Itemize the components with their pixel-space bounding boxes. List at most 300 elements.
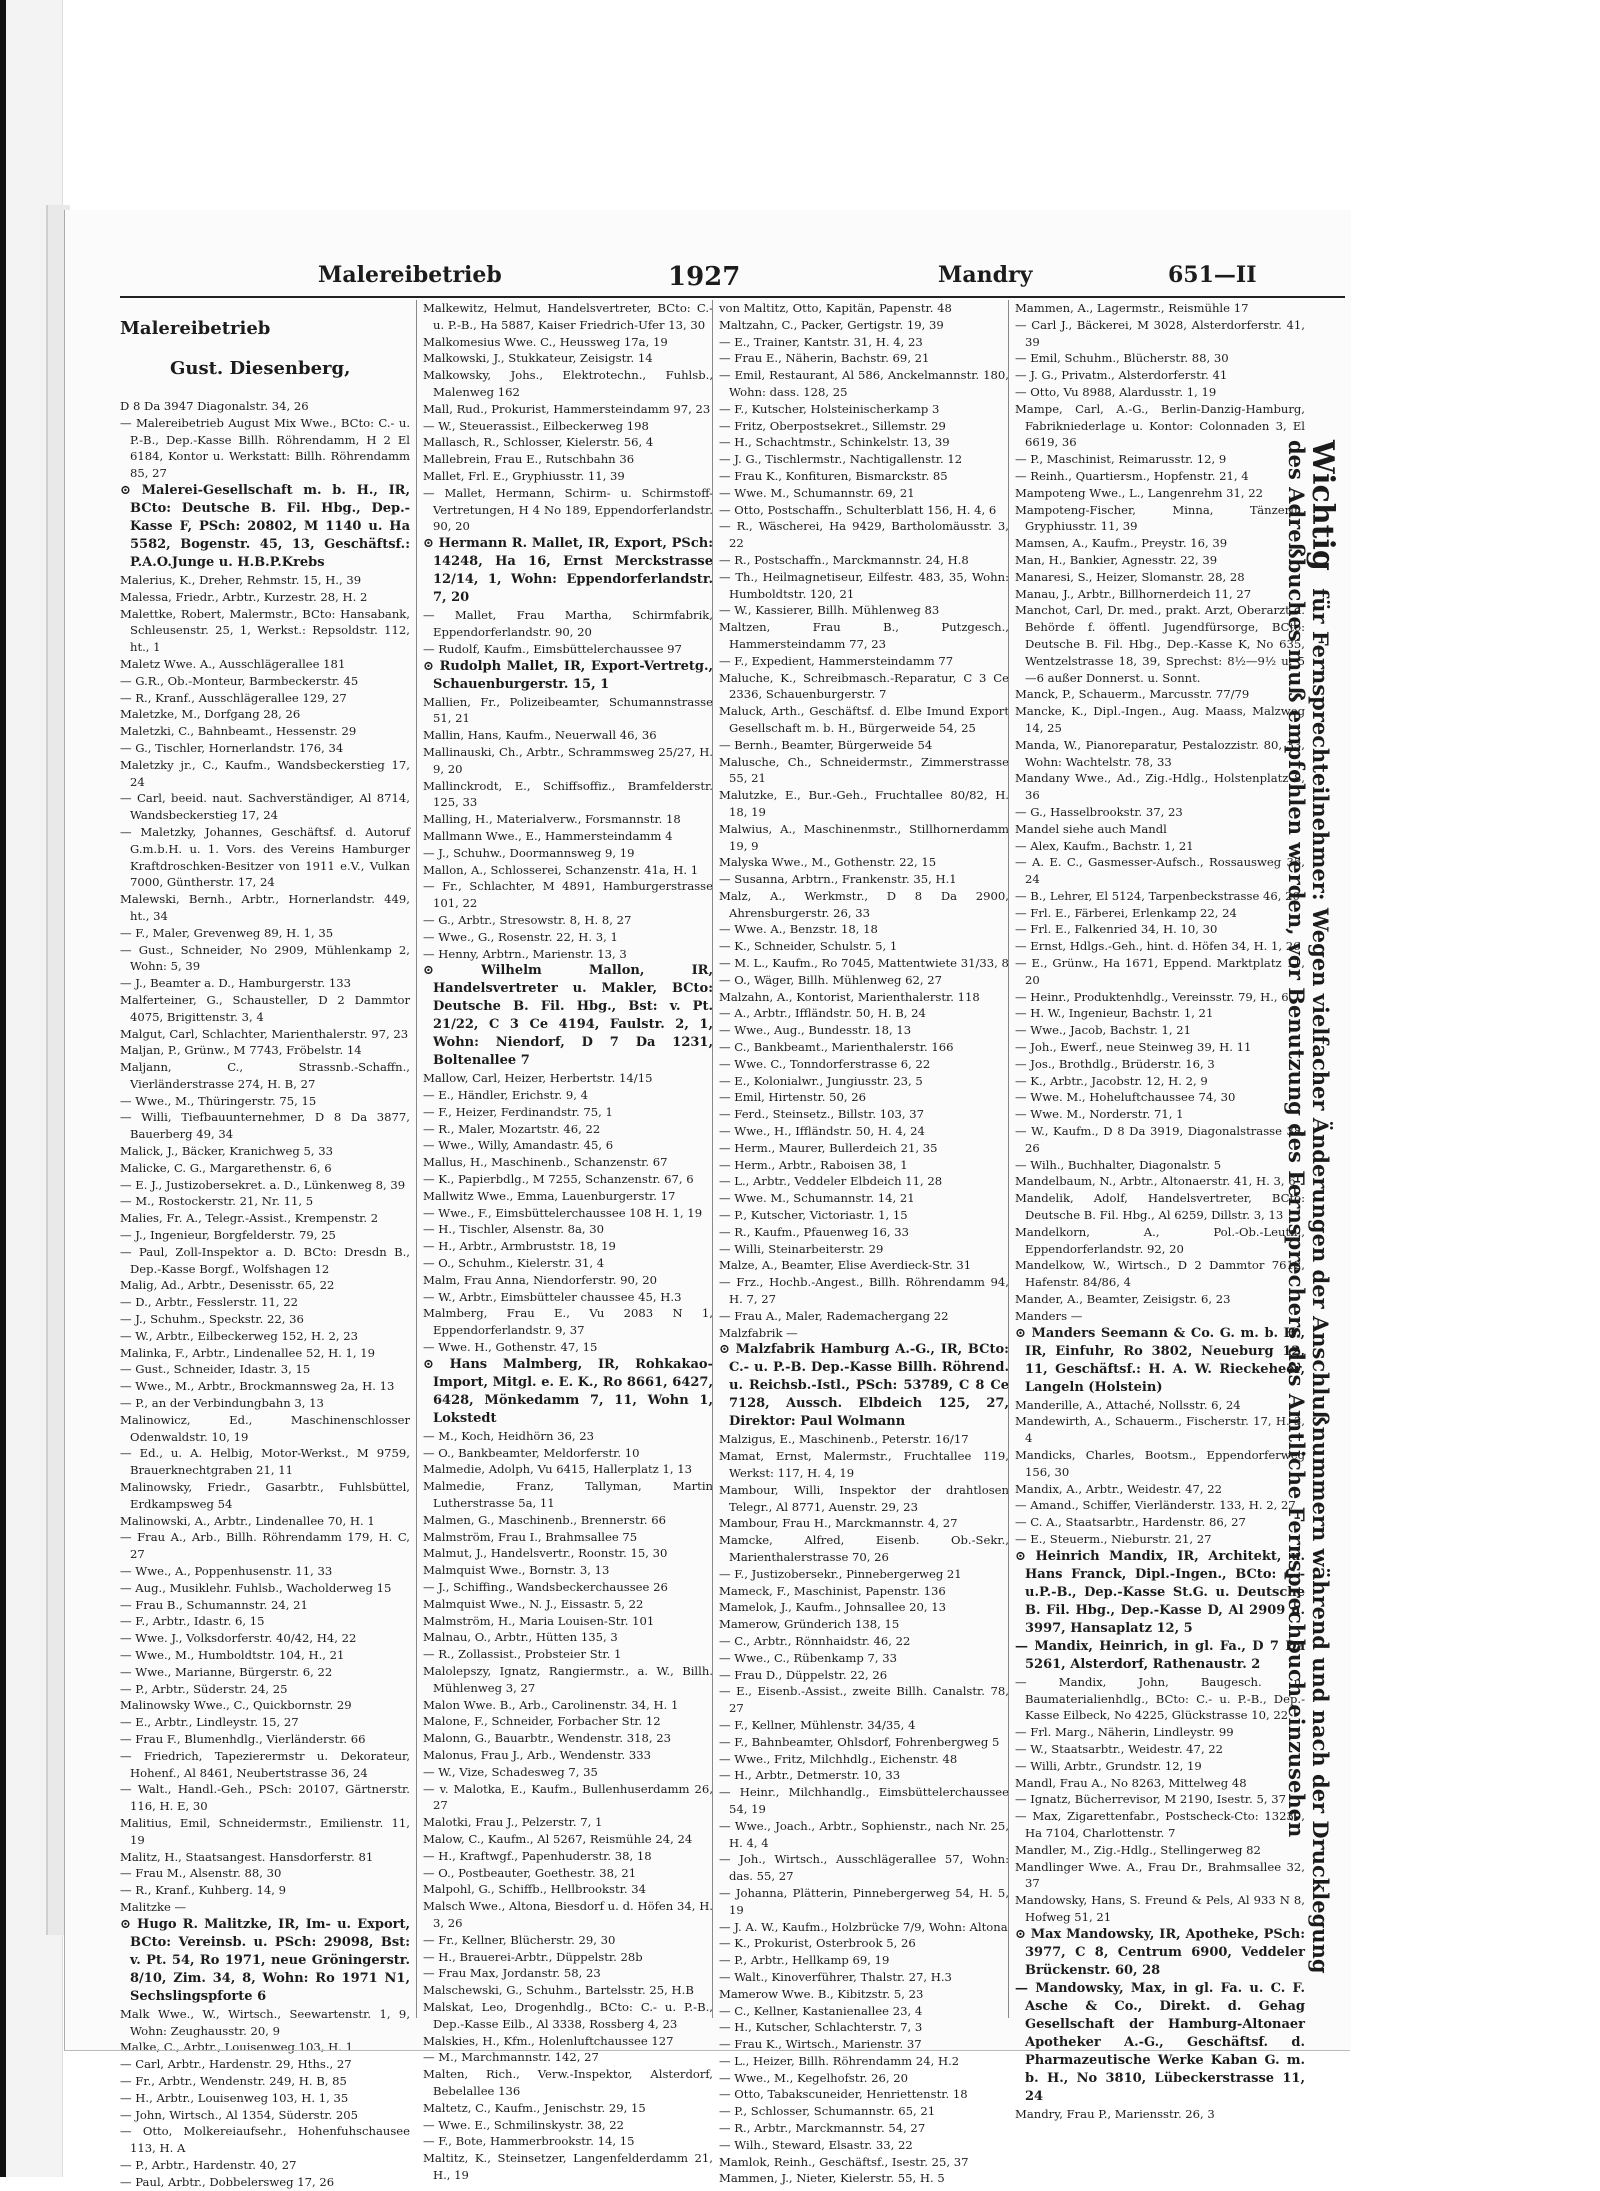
- directory-entry: — Willi, Tiefbauunternehmer, D 8 Da 3877, Bauerberg 49, 34: [120, 1110, 410, 1142]
- directory-entry: — Fr., Kellner, Blücherstr. 29, 30: [423, 1932, 616, 1947]
- directory-entry: Gust. Diesenberg,: [170, 358, 351, 379]
- directory-entry: — Wwe., M., Arbtr., Brockmannsweg 2a, H. 13: [120, 1379, 395, 1394]
- directory-entry: — Johanna, Plätterin, Pinnebergerweg 54, H. 5, 19: [719, 1885, 1009, 1917]
- directory-entry: — P., Arbtr., Hardenstr. 40, 27: [120, 2157, 297, 2172]
- directory-entry: — Fr., Arbtr., Wendenstr. 249, H. B, 85: [120, 2073, 347, 2088]
- directory-entry: — M., Rostockerstr. 21, Nr. 11, 5: [120, 1194, 314, 1209]
- directory-entry: Maltitz, K., Steinsetzer, Langenfelderdamm 21, H., 19: [423, 2151, 713, 2182]
- directory-entry: — D., Arbtr., Fesslerstr. 11, 22: [120, 1295, 298, 1310]
- directory-entry: Mamlok, Reinh., Geschäftsf., Isestr. 25, 37: [719, 2154, 969, 2169]
- directory-entry: — Walt., Kinoverführer, Thalstr. 27, H.3: [719, 1969, 952, 1984]
- directory-entry: — Willi, Arbtr., Grundstr. 12, 19: [1015, 1758, 1202, 1773]
- directory-entry: Mallinauski, Ch., Arbtr., Schrammsweg 25/27, H. 9, 20: [423, 744, 713, 776]
- directory-entry: — A. E. C., Gasmesser-Aufsch., Rossausweg 35, 24: [1015, 855, 1305, 887]
- directory-entry: Maltetz, C., Kaufm., Jenischstr. 29, 15: [423, 2100, 646, 2115]
- directory-entry: — C. A., Staatsarbtr., Hardenstr. 86, 27: [1015, 1515, 1246, 1530]
- directory-entry: Mambour, Frau H., Marckmannstr. 4, 27: [719, 1516, 958, 1531]
- page-bottom-edge: [64, 2050, 1350, 2051]
- directory-entry: — Paul, Zoll-Inspektor a. D. BCto: Dresdn B., Dep.-Kasse Borgf., Wolfshagen 12: [120, 1244, 410, 1276]
- directory-entry: — Fr., Schlachter, M 4891, Hamburgerstrasse 101, 22: [423, 879, 713, 911]
- directory-entry: — P., an der Verbindungbahn 3, 13: [120, 1396, 324, 1411]
- column-3: [712, 300, 1009, 2186]
- directory-entry: — Frau K., Wirtsch., Marienstr. 37: [719, 2037, 922, 2052]
- directory-entry: ⊙ Max Mandowsky, IR, Apotheke, PSch: 3977, C 8, Centrum 6900, Veddeler Brückenstr. 60, 28: [1015, 1926, 1305, 1978]
- directory-entry: Mandowsky, Hans, S. Freund & Pels, Al 933 N 8, Hofweg 51, 21: [1015, 1893, 1305, 1924]
- directory-entry: Malkomesius Wwe. C., Heussweg 17a, 19: [423, 334, 668, 349]
- directory-entry: — B., Lehrer, El 5124, Tarpenbeckstrasse 46, 20: [1015, 888, 1300, 903]
- directory-entry: — Frau M., Alsenstr. 88, 30: [120, 1866, 282, 1881]
- directory-entry: Malschewski, G., Schuhm., Bartelsstr. 25, H.B: [423, 1983, 694, 1998]
- directory-entry: — Reinh., Quartiersm., Hopfenstr. 21, 4: [1015, 468, 1249, 483]
- directory-entry: — Mandix, John, Baugesch. u. Baumaterialienhdlg., BCto: C.- u. P.-B., Dep.-Kasse Eilbeck, No 4225, Glückstrasse 10, 22: [1015, 1674, 1305, 1723]
- directory-entry: — G., Tischler, Hornerlandstr. 176, 34: [120, 740, 344, 755]
- directory-entry: — J. G., Privatm., Alsterdorferstr. 41: [1015, 368, 1228, 383]
- directory-entry: — Ignatz, Bücherrevisor, M 2190, Isestr. 5, 37: [1015, 1792, 1286, 1807]
- directory-entry: Malmut, J., Handelsvertr., Roonstr. 15, 30: [423, 1546, 668, 1561]
- directory-entry: — Emil, Hirtenstr. 50, 26: [719, 1090, 866, 1105]
- directory-entry: — Wwe. C., Tonndorferstrasse 6, 22: [719, 1056, 931, 1071]
- directory-entry: — Frau D., Düppelstr. 22, 26: [719, 1667, 888, 1682]
- directory-entry: — W., Vize, Schadesweg 7, 35: [423, 1764, 598, 1779]
- directory-entry: Malmquist Wwe., Bornstr. 3, 13: [423, 1563, 610, 1578]
- directory-entry: — R., Kranf., Kuhberg. 14, 9: [120, 1883, 287, 1898]
- directory-entry: — H., Tischler, Alsenstr. 8a, 30: [423, 1222, 605, 1237]
- directory-entry: — Max, Zigarettenfabr., Postscheck-Cto: 13239, Ha 7104, Charlottenstr. 7: [1015, 1809, 1305, 1840]
- directory-entry: — Otto, Molkereiaufsehr., Hohenfuhschausee 113, H. A: [120, 2124, 410, 2156]
- directory-entry: — R., Postschaffn., Marckmannstr. 24, H.8: [719, 552, 969, 567]
- directory-entry: Manchot, Carl, Dr. med., prakt. Arzt, Oberarzt d. Behörde f. öffentl. Jugendfürsorge, BCto: Deutsche B. Fil. Hbg., Dep.-Kasse K, No 635, Wentzelstrasse 18, 39, Sprechst: 8½—9½ u. 5—6 außer Donnerst. u. Sonnt.: [1015, 603, 1305, 685]
- directory-entry: — Heinr., Produktenhdlg., Vereinsstr. 79, H., 6: [1015, 989, 1289, 1004]
- directory-entry: Maletzke, M., Dorfgang 28, 26: [120, 707, 301, 722]
- directory-entry: Malotki, Frau J., Pelzerstr. 7, 1: [423, 1815, 603, 1830]
- directory-entry: Malow, C., Kaufm., Al 5267, Reismühle 24, 24: [423, 1831, 693, 1846]
- directory-entry: Malzigus, E., Maschinenb., Peterstr. 16/17: [719, 1432, 969, 1447]
- directory-entry: Malk Wwe., W., Wirtsch., Seewartenstr. 1, 9, Wohn: Zeughausstr. 20, 9: [120, 2006, 410, 2038]
- directory-entry: — Friedrich, Tapezierermstr u. Dekorateur, Hohenf., Al 8461, Neubertstrasse 36, 24: [120, 1748, 410, 1780]
- directory-entry: — Frau A., Arb., Billh. Röhrendamm 179, H. C, 27: [120, 1530, 410, 1562]
- directory-entry: Mandicks, Charles, Bootsm., Eppendorferweg 156, 30: [1015, 1448, 1305, 1479]
- directory-entry: — Wwe., Jacob, Bachstr. 1, 21: [1015, 1023, 1192, 1038]
- directory-entry: — Gust., Schneider, Idastr. 3, 15: [120, 1362, 311, 1377]
- directory-entry: Mampoteng-Fischer, Minna, Tänzerin, Gryphiusstr. 11, 39: [1015, 502, 1305, 534]
- directory-entry: Malyska Wwe., M., Gothenstr. 22, 15: [719, 855, 937, 870]
- directory-entry: Maluck, Arth., Geschäftsf. d. Elbe Imund Export Gesellschaft m. b. H., Bürgerweide 54, 25: [719, 704, 1009, 735]
- directory-entry: Mallus, H., Maschinenb., Schanzenstr. 67: [423, 1155, 668, 1170]
- directory-entry: — Wilh., Steward, Elsastr. 33, 22: [719, 2137, 913, 2152]
- directory-entry: ⊙ Wilhelm Mallon, IR, Handelsvertreter u. Makler, BCto: Deutsche B. Fil. Hbg., Bst: v. Pt. 21/22, C 3 Ce 4194, Faulstr. 2, 1, Wohn: Niendorf, D 7 Da 1231, Boltenallee 7: [423, 963, 713, 1069]
- side-notice-text: [1284, 440, 1340, 1974]
- directory-entry: — R., Kranf., Ausschlägerallee 129, 27: [120, 690, 347, 705]
- directory-entry: — Heinr., Milchhandlg., Eimsbüttelerchaussee 54, 19: [719, 1785, 1009, 1816]
- directory-entry: — Carl, Arbtr., Hardenstr. 29, Hths., 27: [120, 2057, 352, 2072]
- directory-entry: — Frl. E., Färberei, Erlenkamp 22, 24: [1015, 905, 1237, 920]
- directory-entry: ⊙ Manders Seemann & Co. G. m. b. H., IR, Einfuhr, Ro 3802, Neueburg 12, 11, Geschäftsf.: H. A. W. Rieckeheer, Langeln (Holstein): [1015, 1325, 1305, 1395]
- directory-entry: Malz, A., Werkmstr., D 8 Da 2900, Ahrensburgerstr. 26, 33: [719, 888, 1009, 920]
- directory-entry: Mallon, A., Schlosserei, Schanzenstr. 41a, H. 1: [423, 862, 699, 877]
- directory-entry: — J., Schiffing., Wandsbeckerchaussee 26: [423, 1580, 668, 1595]
- directory-entry: — Bernh., Beamter, Bürgerweide 54: [719, 737, 933, 752]
- directory-entry: Malke, C., Arbtr., Louisenweg 103, H. 1: [120, 2040, 353, 2055]
- directory-entry: Mamelok, J., Kaufm., Johnsallee 20, 13: [719, 1600, 947, 1615]
- directory-entry: — Ernst, Hdlgs.-Geh., hint. d. Höfen 34, H. 1, 26: [1015, 939, 1301, 954]
- directory-entry: Malnau, O., Arbtr., Hütten 135, 3: [423, 1630, 618, 1645]
- directory-entry: — Wwe. M., Hoheluftchaussee 74, 30: [1015, 1090, 1236, 1105]
- directory-entry: Malinowski, A., Arbtr., Lindenallee 70, H. 1: [120, 1513, 375, 1528]
- directory-entry: — A., Arbtr., Iffländstr. 50, H. B, 24: [719, 1006, 926, 1021]
- directory-entry: — Otto, Postschaffn., Schulterblatt 156, H. 4, 6: [719, 502, 997, 517]
- directory-entry: — E., Steuerm., Nieburstr. 21, 27: [1015, 1531, 1212, 1546]
- directory-entry: Malskat, Leo, Drogenhdlg., BCto: C.- u. P.-B., Dep.-Kasse Eilb., Al 3338, Rossberg 4, 23: [423, 1999, 713, 2031]
- directory-entry: Mandany Wwe., Ad., Zig.-Hdlg., Holstenplatz 8, 36: [1015, 771, 1305, 803]
- directory-entry: — H., Arbtr., Detmerstr. 10, 33: [719, 1768, 901, 1783]
- directory-entry: — Walt., Handl.-Geh., PSch: 20107, Gärtnerstr. 116, H. E, 30: [120, 1782, 410, 1814]
- directory-entry: Malpohl, G., Schiffb., Hellbrookstr. 34: [423, 1882, 647, 1897]
- directory-entry: — Mallet, Frau Martha, Schirmfabrik, Eppendorferlandstr. 90, 20: [423, 608, 713, 639]
- directory-entry: — Wwe., M., Humboldtstr. 104, H., 21: [120, 1647, 345, 1662]
- directory-entry: Manda, W., Pianoreparatur, Pestalozzistr. 80, 33, Wohn: Wachtelstr. 78, 33: [1015, 737, 1305, 769]
- directory-entry: Man, H., Bankier, Agnesstr. 22, 39: [1015, 552, 1218, 567]
- directory-entry: Mamat, Ernst, Malermstr., Fruchtallee 119, Werkst: 117, H. 4, 19: [719, 1449, 1009, 1480]
- directory-entry: von Maltitz, Otto, Kapitän, Papenstr. 48: [719, 301, 952, 315]
- directory-columns: [120, 300, 1305, 2189]
- directory-entry: — P., Arbtr., Süderstr. 24, 25: [120, 1681, 288, 1696]
- directory-entry: — K., Arbtr., Jacobstr. 12, H. 2, 9: [1015, 1073, 1208, 1088]
- directory-entry: Mandelkorn, A., Pol.-Ob.-Leutn., Eppendorferlandstr. 92, 20: [1015, 1224, 1305, 1256]
- side-notice: [1284, 440, 1346, 1974]
- directory-entry: — W., Arbtr., Eilbeckerweg 152, H. 2, 23: [120, 1328, 358, 1343]
- directory-entry: Mandelbaum, N., Arbtr., Altonaerstr. 41, H. 3, 6: [1015, 1174, 1296, 1189]
- header-year: 1927: [668, 262, 741, 292]
- directory-entry: — J., Ingenieur, Borgfelderstr. 79, 25: [120, 1228, 336, 1243]
- directory-entry: Malskies, H., Kfm., Holenluftchaussee 127: [423, 2033, 674, 2048]
- directory-entry: — F., Justizobersekr., Pinnebergerweg 21: [719, 1566, 962, 1581]
- directory-entry: — Wwe. A., Benzstr. 18, 18: [719, 922, 878, 937]
- directory-entry: Mallin, Hans, Kaufm., Neuerwall 46, 36: [423, 728, 657, 743]
- directory-entry: — H., Brauerei-Arbtr., Düppelstr. 28b: [423, 1949, 643, 1964]
- directory-entry: Malolepszy, Ignatz, Rangiermstr., a. W., Billh. Mühlenweg 3, 27: [423, 1664, 713, 1695]
- directory-entry: ⊙ Malerei-Gesellschaft m. b. H., IR, BCto: Deutsche B. Fil. Hbg., Dep.-Kasse F, PSch: 20802, M 1140 u. Ha 5582, Bogenstr. 45, 13, Geschäftsf.: P.A.O.Junge u. H.B.P.Krebs: [120, 482, 410, 570]
- directory-entry: — G., Hasselbrookstr. 37, 23: [1015, 804, 1183, 819]
- directory-entry: — R., Maler, Mozartstr. 46, 22: [423, 1121, 601, 1136]
- directory-entry: Malon Wwe. B., Arb., Carolinenstr. 34, H. 1: [423, 1697, 679, 1712]
- directory-entry: Maltzen, Frau B., Putzgesch., Hammersteindamm 77, 23: [719, 620, 1009, 651]
- directory-entry: — M., Marchmannstr. 142, 27: [423, 2050, 599, 2065]
- directory-entry: — P., Schlosser, Schumannstr. 65, 21: [719, 2104, 936, 2119]
- directory-entry: — O., Schuhm., Kielerstr. 31, 4: [423, 1256, 605, 1271]
- directory-entry: Malonn, G., Bauarbtr., Wendenstr. 318, 23: [423, 1731, 671, 1746]
- directory-entry: — Frau E., Näherin, Bachstr. 69, 21: [719, 351, 930, 366]
- directory-entry: Mall, Rud., Prokurist, Hammersteindamm 97, 23: [423, 401, 711, 416]
- directory-entry: Malling, H., Materialverw., Forsmannstr. 18: [423, 812, 681, 827]
- directory-entry: — E., Händler, Erichstr. 9, 4: [423, 1088, 588, 1103]
- directory-entry: Malmedie, Adolph, Vu 6415, Hallerplatz 1, 13: [423, 1462, 692, 1477]
- directory-entry: Mamerow, Gründerich 138, 15: [719, 1617, 900, 1632]
- directory-entry: Malessa, Friedr., Arbtr., Kurzestr. 28, H. 2: [120, 589, 368, 604]
- directory-entry: Manders —: [1015, 1308, 1083, 1323]
- directory-entry: — Gust., Schneider, No 2909, Mühlenkamp 2, Wohn: 5, 39: [120, 942, 410, 974]
- directory-entry: — Frau F., Blumenhdlg., Vierländerstr. 66: [120, 1731, 366, 1746]
- directory-entry: Mallien, Fr., Polizeibeamter, Schumannstrasse 51, 21: [423, 694, 713, 726]
- directory-entry: — Th., Heilmagnetiseur, Eilfestr. 483, 35, Wohn: Humboldtstr. 120, 21: [719, 569, 1009, 601]
- directory-entry: — Wwe., Fritz, Milchhdlg., Eichenstr. 48: [719, 1751, 958, 1766]
- directory-entry: Malmen, G., Maschinenb., Brennerstr. 66: [423, 1512, 667, 1527]
- directory-entry: Mamerow Wwe. B., Kibitzstr. 5, 23: [719, 1986, 924, 2001]
- header-rule: [120, 296, 1345, 298]
- directory-entry: Mamcke, Alfred, Eisenb. Ob.-Sekr., Marienthalerstrasse 70, 26: [719, 1533, 1009, 1564]
- directory-entry: Malwius, A., Maschinenmstr., Stillhornerdamm 19, 9: [719, 821, 1009, 853]
- directory-entry: — Willi, Steinarbeiterstr. 29: [719, 1241, 884, 1256]
- directory-entry: Malmström, H., Maria Louisen-Str. 101: [423, 1613, 655, 1628]
- directory-entry: Malkewitz, Helmut, Handelsvertreter, BCto: C.- u. P.-B., Ha 5887, Kaiser Friedrich-Ufer 13, 30: [423, 301, 713, 332]
- directory-entry: Mander, A., Beamter, Zeisigstr. 6, 23: [1015, 1292, 1231, 1307]
- directory-entry: Malzahn, A., Kontorist, Marienthalerstr. 118: [719, 989, 980, 1004]
- directory-entry: — Wwe., G., Rosenstr. 22, H. 3, 1: [423, 929, 618, 944]
- directory-entry: — W., Steuerassist., Eilbeckerweg 198: [423, 418, 649, 433]
- directory-entry: Malmquist Wwe., N. J., Eissastr. 5, 22: [423, 1596, 644, 1611]
- directory-entry: — Herm., Maurer, Bullerdeich 21, 35: [719, 1140, 938, 1155]
- directory-entry: — F., Heizer, Ferdinandstr. 75, 1: [423, 1104, 613, 1119]
- directory-entry: Mandlinger Wwe. A., Frau Dr., Brahmsallee 32, 37: [1015, 1859, 1305, 1891]
- running-header: [248, 262, 1338, 298]
- directory-entry: Mallmann Wwe., E., Hammersteindamm 4: [423, 828, 673, 843]
- directory-entry: — Frz., Hochb.-Angest., Billh. Röhrendamm 94, H. 7, 27: [719, 1275, 1009, 1307]
- directory-entry: — P., Kutscher, Victoriastr. 1, 15: [719, 1208, 908, 1223]
- directory-entry: — C., Bankbeamt., Marienthalerstr. 166: [719, 1040, 954, 1055]
- directory-entry: — E., Trainer, Kantstr. 31, H. 4, 23: [719, 334, 923, 349]
- directory-entry: — Maletzky, Johannes, Geschäftsf. d. Autoruf G.m.b.H. u. 1. Vors. des Vereins Hamburger Kraftdroschken-Besitzer von 1911 e.V., Vulkan 7000, Güntherstr. 17, 24: [120, 824, 410, 890]
- directory-entry: — J., Beamter a. D., Hamburgerstr. 133: [120, 976, 351, 991]
- directory-entry: — Emil, Restaurant, Al 586, Anckelmannstr. 180, Wohn: dass. 128, 25: [719, 368, 1009, 399]
- directory-entry: Mammen, A., Lagermstr., Reismühle 17: [1015, 301, 1249, 315]
- directory-entry: — C., Kellner, Kastanienallee 23, 4: [719, 2003, 923, 2018]
- directory-entry: — L., Arbtr., Veddeler Elbdeich 11, 28: [719, 1174, 943, 1189]
- directory-entry: ⊙ Heinrich Mandix, IR, Architekt, u. Hans Franck, Dipl.-Ingen., BCto: C.-u.P.-B., Dep.-Kasse St.G. u. Deutsche B. Fil. Hbg., Dep.-Kasse D, Al 2909 u. 3997, Hansaplatz 12, 5: [1015, 1548, 1305, 1636]
- directory-entry: — Wwe., H., Iffländstr. 50, H. 4, 24: [719, 1124, 925, 1139]
- side-notice-line-2: des Adreßbuches muß empfohlen werden, vor Benutzung des Fernsprechers das Amtliche Fernsprechbuch einzusehen: [1284, 440, 1309, 1838]
- header-catchword-right: Mandry: [938, 262, 1033, 288]
- directory-entry: — F., Expedient, Hammersteindamm 77: [719, 653, 954, 668]
- directory-entry: Malm, Frau Anna, Niendorferstr. 90, 20: [423, 1272, 658, 1287]
- directory-entry: — R., Wäscherei, Ha 9429, Bartholomäusstr. 3, 22: [719, 519, 1009, 551]
- directory-entry: Malutzke, E., Bur.-Geh., Fruchtallee 80/82, H. 18, 19: [719, 788, 1009, 819]
- directory-entry: — W., Kaufm., D 8 Da 3919, Diagonalstrasse 38, 26: [1015, 1124, 1305, 1155]
- directory-entry: Malze, A., Beamter, Elise Averdieck-Str. 31: [719, 1258, 972, 1273]
- directory-entry: Mampe, Carl, A.-G., Berlin-Danzig-Hamburg, Fabrikniederlage u. Kontor: Colonnaden 3, El 6619, 36: [1015, 401, 1305, 450]
- directory-entry: — Wwe., Aug., Bundesstr. 18, 13: [719, 1023, 912, 1038]
- directory-entry: — Frl. Marg., Näherin, Lindleystr. 99: [1015, 1725, 1234, 1740]
- directory-entry: Malitzke —: [120, 1899, 187, 1914]
- directory-entry: Malusche, Ch., Schneidermstr., Zimmerstrasse 55, 21: [719, 754, 1009, 786]
- directory-entry: Malmberg, Frau E., Vu 2083 N 1, Eppendorferlandstr. 9, 37: [423, 1306, 713, 1338]
- directory-entry: — E., Grünw., Ha 1671, Eppend. Marktplatz 11, 20: [1015, 956, 1305, 987]
- directory-entry: — O., Postbeauter, Goethestr. 38, 21: [423, 1865, 637, 1880]
- column-1: [120, 300, 410, 2189]
- directory-entry: Mammen, J., Nieter, Kielerstr. 55, H. 5: [719, 2171, 945, 2186]
- directory-entry: — Joh., Wirtsch., Ausschlägerallee 57, Wohn: das. 55, 27: [719, 1852, 1009, 1884]
- directory-entry: — H. W., Ingenieur, Bachstr. 1, 21: [1015, 1006, 1214, 1021]
- directory-entry: — Mandix, Heinrich, in gl. Fa., D 7 Da 5261, Alsterdorf, Rathenaustr. 2: [1015, 1638, 1305, 1672]
- directory-entry: — Wwe. H., Gothenstr. 47, 15: [423, 1340, 598, 1355]
- directory-entry: Mallow, Carl, Heizer, Herbertstr. 14/15: [423, 1071, 653, 1086]
- directory-entry: — L., Heizer, Billh. Röhrendamm 24, H.2: [719, 2053, 960, 2068]
- directory-entry: Mampoteng Wwe., L., Langenrehm 31, 22: [1015, 485, 1264, 500]
- directory-entry: — Wwe., A., Poppenhusenstr. 11, 33: [120, 1564, 333, 1578]
- directory-entry: Maletzki, C., Bahnbeamt., Hessenstr. 29: [120, 724, 357, 739]
- directory-entry: — E., Arbtr., Lindleystr. 15, 27: [120, 1715, 299, 1730]
- directory-entry: Malzfabrik —: [719, 1325, 798, 1340]
- directory-entry: — E. J., Justizobersekret. a. D., Lünkenweg 8, 39: [120, 1177, 406, 1192]
- directory-entry: — H., Arbtr., Armbruststr. 18, 19: [423, 1239, 616, 1254]
- directory-entry: — K., Papierbdlg., M 7255, Schanzenstr. 67, 6: [423, 1172, 694, 1187]
- directory-entry: Malmström, Frau I., Brahmsallee 75: [423, 1529, 638, 1544]
- directory-entry: — M., Koch, Heidhörn 36, 23: [423, 1428, 594, 1443]
- directory-entry: Malinowsky Wwe., C., Quickbornstr. 29: [120, 1698, 352, 1713]
- directory-entry: — F., Bahnbeamter, Ohlsdorf, Fohrenbergweg 5: [719, 1734, 1000, 1749]
- directory-entry: — J., Schuhm., Speckstr. 22, 36: [120, 1312, 304, 1327]
- directory-entry: Malig, Ad., Arbtr., Desenisstr. 65, 22: [120, 1278, 335, 1293]
- directory-entry: — C., Arbtr., Rönnhaidstr. 46, 22: [719, 1633, 911, 1648]
- directory-entry: — J. G., Tischlermstr., Nachtigallenstr. 12: [719, 452, 963, 467]
- directory-entry: — K., Schneider, Schulstr. 5, 1: [719, 939, 898, 954]
- directory-entry: — O., Wäger, Billh. Mühlenweg 62, 27: [719, 972, 942, 987]
- directory-entry: Mandel siehe auch Mandl: [1015, 821, 1167, 836]
- directory-entry: — Wwe., Willy, Amandastr. 45, 6: [423, 1138, 614, 1153]
- directory-entry: — Ed., u. A. Helbig, Motor-Werkst., M 9759, Brauerknechtgraben 21, 11: [120, 1446, 410, 1478]
- directory-entry: Malferteiner, G., Schausteller, D 2 Dammtor 4075, Brigittenstr. 3, 4: [120, 992, 410, 1024]
- directory-entry: — G.R., Ob.-Monteur, Barmbeckerstr. 45: [120, 673, 359, 688]
- directory-entry: — W., Staatsarbtr., Weidestr. 47, 22: [1015, 1741, 1224, 1756]
- directory-entry: — Wwe., C., Rübenkamp 7, 33: [719, 1650, 898, 1665]
- directory-entry: — P., Maschinist, Reimarusstr. 12, 9: [1015, 452, 1227, 467]
- directory-entry: Malettke, Robert, Malermstr., BCto: Hansabank, Schleusenstr. 25, 1, Werkst.: Repsoldstr. 112, ht., 1: [120, 606, 410, 655]
- directory-entry: — Wwe., M., Kegelhofstr. 26, 20: [719, 2070, 909, 2085]
- header-catchword-left: Malereibetrieb: [318, 262, 502, 288]
- directory-entry: Malkowski, J., Stukkateur, Zeisigstr. 14: [423, 351, 653, 366]
- directory-entry: — Frl. E., Falkenried 34, H. 10, 30: [1015, 922, 1218, 937]
- directory-entry: — R., Kaufm., Pfauenweg 16, 33: [719, 1224, 910, 1239]
- directory-entry: Mandler, M., Zig.-Hdlg., Stellingerweg 82: [1015, 1842, 1261, 1857]
- directory-entry: — Wwe. E., Schmilinskystr. 38, 22: [423, 2117, 625, 2132]
- previous-page-edge: [6, 0, 63, 2177]
- directory-entry: — Ferd., Steinsetz., Billstr. 103, 37: [719, 1107, 924, 1122]
- directory-entry: Mandelik, Adolf, Handelsvertreter, BCto: Deutsche B. Fil. Hbg., Al 6259, Dillstr. 3, 13: [1015, 1191, 1305, 1223]
- directory-entry: — v. Malotka, E., Kaufm., Bullenhuserdamm 26, 27: [423, 1781, 713, 1813]
- directory-entry: — Emil, Schuhm., Blücherstr. 88, 30: [1015, 351, 1229, 366]
- directory-entry: — Mandowsky, Max, in gl. Fa. u. C. F. Asche & Co., Direkt. d. Gehag Gesellschaft der Hamburg-Altonaer Apotheker A.-G., Geschäftsf. d. Pharmazeutische Werke Kaban G. m. b. H., No 3810, Lübeckerstrasse 11, 24: [1015, 1980, 1305, 2104]
- directory-entry: — Frau A., Maler, Rademachergang 22: [719, 1308, 949, 1323]
- directory-entry: Mallinckrodt, E., Schiffsoffiz., Bramfelderstr. 125, 33: [423, 778, 713, 810]
- directory-entry: — F., Kutscher, Holsteinischerkamp 3: [719, 401, 940, 416]
- directory-entry: — W., Arbtr., Eimsbütteler chaussee 45, H.3: [423, 1289, 682, 1304]
- directory-entry: — Otto, Vu 8988, Alardusstr. 1, 19: [1015, 384, 1217, 399]
- directory-entry: Manaresi, S., Heizer, Slomanstr. 28, 28: [1015, 569, 1245, 584]
- directory-entry: Malies, Fr. A., Telegr.-Assist., Krempenstr. 2: [120, 1211, 379, 1226]
- directory-entry: — Wilh., Buchhalter, Diagonalstr. 5: [1015, 1157, 1222, 1172]
- directory-entry: — Alex, Kaufm., Bachstr. 1, 21: [1015, 838, 1194, 853]
- directory-entry: Manck, P., Schauerm., Marcusstr. 77/79: [1015, 687, 1250, 702]
- directory-entry: ⊙ Malzfabrik Hamburg A.-G., IR, BCto: C.- u. P.-B. Dep.-Kasse Billh. Röhrend. u. Reichsb.-Istl., PSch: 53789, C 8 Ce 7128, Aussch. Elbdeich 125, 27, Direktor: Paul Wolmann: [719, 1342, 1009, 1430]
- directory-entry: — Mallet, Hermann, Schirm- u. Schirmstoff-Vertretungen, H 4 No 189, Eppendorferlandstr. 90, 20: [423, 485, 713, 534]
- directory-entry: Mandewirth, A., Schauerm., Fischerstr. 17, H. 3, 4: [1015, 1414, 1305, 1446]
- directory-entry: — F., Arbtr., Idastr. 6, 15: [120, 1614, 265, 1629]
- directory-entry: Manau, J., Arbtr., Billhornerdeich 11, 27: [1015, 586, 1252, 601]
- directory-entry: Malinowicz, Ed., Maschinenschlosser Odenwaldstr. 10, 19: [120, 1412, 410, 1444]
- directory-entry: — P., Arbtr., Hellkamp 69, 19: [719, 1953, 890, 1968]
- directory-entry: Manderille, A., Attaché, Nollsstr. 6, 24: [1015, 1397, 1241, 1412]
- directory-entry: — Wwe. M., Norderstr. 71, 1: [1015, 1107, 1184, 1122]
- directory-entry: — John, Wirtsch., Al 1354, Süderstr. 205: [120, 2107, 359, 2122]
- directory-entry: — H., Kutscher, Schlachterstr. 7, 3: [719, 2020, 923, 2035]
- directory-entry: ⊙ Hermann R. Mallet, IR, Export, PSch: 14248, Ha 16, Ernst Merckstrasse 12/14, 1, Wohn: Eppendorferlandstr. 7, 20: [423, 536, 713, 606]
- directory-entry: ⊙ Hugo R. Malitzke, IR, Im- u. Export, BCto: Vereinsb. u. PSch: 29098, Bst: v. Pt. 54, Ro 1971, neue Gröningerstr. 8/10, Zim. 34, 8, Wohn: Ro 1971 N1, Sechslingspforte 6: [120, 1916, 410, 2004]
- directory-entry: — Wwe. M., Schumannstr. 69, 21: [719, 485, 915, 500]
- directory-entry: Mancke, K., Dipl.-Ingen., Aug. Maass, Malzweg 14, 25: [1015, 704, 1305, 735]
- directory-entry: — Henny, Arbtrn., Marienstr. 13, 3: [423, 946, 627, 961]
- directory-entry: Malgut, Carl, Schlachter, Marienthalerstr. 97, 23: [120, 1026, 409, 1041]
- directory-entry: — Wwe. J., Volksdorferstr. 40/42, H4, 22: [120, 1631, 357, 1646]
- directory-entry: — M. L., Kaufm., Ro 7045, Mattentwiete 31/33, 8: [719, 956, 1009, 971]
- directory-entry: — K., Prokurist, Osterbrook 5, 26: [719, 1936, 916, 1951]
- directory-entry: — Fritz, Oberpostsekret., Sillemstr. 29: [719, 418, 946, 433]
- directory-entry: Maluche, K., Schreibmasch.-Reparatur, C 3 Ce 2336, Schauenburgerstr. 7: [719, 670, 1009, 702]
- directory-entry: — R., Zollassist., Probsteier Str. 1: [423, 1647, 622, 1662]
- directory-entry: Maljann, C., Strassnb.-Schaffn., Vierländerstrasse 274, H. B, 27: [120, 1060, 410, 1091]
- directory-entry: ⊙ Rudolph Mallet, IR, Export-Vertretg., Schauenburgerstr. 15, 1: [423, 658, 713, 692]
- directory-entry: — Herm., Arbtr., Raboisen 38, 1: [719, 1157, 908, 1172]
- directory-entry: — Wwe., Marianne, Bürgerstr. 6, 22: [120, 1664, 333, 1679]
- directory-entry: — E., Kolonialwr., Jungiusstr. 23, 5: [719, 1073, 923, 1088]
- directory-entry: Malewski, Bernh., Arbtr., Hornerlandstr. 449, ht., 34: [120, 892, 410, 923]
- header-page-number: 651—II: [1168, 262, 1257, 288]
- directory-entry: — R., Arbtr., Marckmannstr. 54, 27: [719, 2121, 926, 2136]
- directory-entry: — Carl J., Bäckerei, M 3028, Alsterdorferstr. 41, 39: [1015, 317, 1305, 349]
- directory-entry: — Paul, Arbtr., Dobbelersweg 17, 26: [120, 2174, 335, 2189]
- directory-entry: Malone, F., Schneider, Forbacher Str. 12: [423, 1714, 661, 1729]
- directory-entry: — Otto, Tabakscuneider, Henriettenstr. 18: [719, 2087, 968, 2102]
- directory-entry: Maljan, P., Grünw., M 7743, Fröbelstr. 14: [120, 1043, 362, 1058]
- directory-entry: Maltzahn, C., Packer, Gertigstr. 19, 39: [719, 317, 944, 332]
- directory-entry: Malonus, Frau J., Arb., Wendenstr. 333: [423, 1747, 651, 1762]
- side-notice-title: Wichtig: [1305, 440, 1340, 571]
- directory-entry: ⊙ Hans Malmberg, IR, Rohkakao-Import, Mitgl. e. E. K., Ro 8661, 6427, 6428, Mönkedamm 7, 11, Wohn 1, Lokstedt: [423, 1356, 713, 1426]
- column-4: [1008, 300, 1305, 2121]
- directory-entry: — Rudolf, Kaufm., Eimsbüttelerchaussee 97: [423, 641, 682, 656]
- directory-entry: Mandl, Frau A., No 8263, Mittelweg 48: [1015, 1775, 1247, 1790]
- directory-entry: Mamsen, A., Kaufm., Preystr. 16, 39: [1015, 536, 1228, 551]
- directory-entry: Malinka, F., Arbtr., Lindenallee 52, H. 1, 19: [120, 1345, 376, 1360]
- directory-entry: Mandix, A., Arbtr., Weidestr. 47, 22: [1015, 1481, 1222, 1496]
- directory-entry: Malmedie, Franz, Tallyman, Martin Lutherstrasse 5a, 11: [423, 1479, 713, 1511]
- directory-entry: Mallasch, R., Schlosser, Kielerstr. 56, 4: [423, 435, 654, 450]
- directory-entry: — Wwe. M., Schumannstr. 14, 21: [719, 1191, 915, 1206]
- directory-entry: Maletzky jr., C., Kaufm., Wandsbeckerstieg 17, 24: [120, 757, 410, 789]
- directory-entry: — H., Schachtmstr., Schinkelstr. 13, 39: [719, 435, 950, 450]
- directory-entry: — O., Bankbeamter, Meldorferstr. 10: [423, 1445, 640, 1460]
- column-2: [416, 300, 713, 2182]
- directory-entry: — Susanna, Arbtrn., Frankenstr. 35, H.1: [719, 872, 957, 887]
- directory-entry: — J. A. W., Kaufm., Holzbrücke 7/9, Wohn: Altona: [719, 1919, 1008, 1934]
- directory-entry: — Aug., Musiklehr. Fuhlsb., Wacholderweg 15: [120, 1580, 392, 1595]
- directory-entry: Mallet, Frl. E., Gryphiusstr. 11, 39: [423, 468, 625, 483]
- directory-entry: Mandelkow, W., Wirtsch., D 2 Dammtor 7612, Hafenstr. 84/86, 4: [1015, 1258, 1305, 1290]
- directory-entry: Mandry, Frau P., Mariensstr. 26, 3: [1015, 2106, 1215, 2121]
- directory-entry: — G., Arbtr., Stresowstr. 8, H. 8, 27: [423, 912, 632, 927]
- directory-entry: — Frau K., Konfituren, Bismarckstr. 85: [719, 468, 948, 483]
- directory-entry: — F., Bote, Hammerbrookstr. 14, 15: [423, 2134, 635, 2149]
- directory-entry: — W., Kassierer, Billh. Mühlenweg 83: [719, 603, 940, 618]
- directory-entry: Malitius, Emil, Schneidermstr., Emilienstr. 11, 19: [120, 1815, 410, 1847]
- directory-entry: Mallwitz Wwe., Emma, Lauenburgerstr. 17: [423, 1188, 676, 1203]
